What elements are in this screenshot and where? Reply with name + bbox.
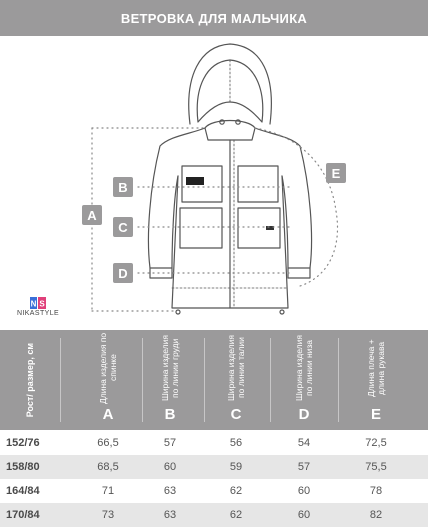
svg-text:N: N	[30, 299, 37, 309]
jacket-diagram	[0, 36, 428, 326]
table-row	[0, 455, 428, 479]
header-divider	[204, 338, 205, 422]
chest-label-patch	[186, 177, 204, 185]
cell-a: 66,5	[97, 437, 119, 449]
row-size: 152/76	[6, 437, 40, 449]
row-size: 164/84	[6, 485, 40, 497]
guide-sleeve	[255, 128, 338, 286]
marker-b	[113, 177, 133, 197]
header-col-b-letter: B	[164, 406, 176, 423]
header-col-d	[284, 330, 324, 406]
marker-a-label: A	[87, 208, 97, 223]
header-col-d-text: Ширина изделия по линии низа	[294, 335, 314, 401]
header-size-text: Рост/ размер, см	[25, 342, 35, 418]
left-lower-pocket	[180, 208, 222, 248]
cell-b: 60	[163, 461, 177, 473]
marker-d-label: D	[118, 266, 128, 281]
table-header	[0, 330, 428, 430]
cell-c: 59	[229, 461, 243, 473]
cell-d: 57	[297, 461, 311, 473]
cell-e: 75,5	[365, 461, 387, 473]
jacket-drawing	[0, 36, 428, 326]
header-col-c-text: Ширина изделия по линии талии	[226, 335, 246, 401]
size-table	[0, 330, 428, 527]
cell-c: 56	[229, 437, 243, 449]
header-col-e	[356, 330, 396, 406]
row-size: 170/84	[6, 509, 40, 521]
header-col-c	[216, 330, 256, 406]
cell-b: 57	[163, 437, 177, 449]
header-divider	[270, 338, 271, 422]
table-row	[0, 431, 428, 455]
right-cuff	[288, 268, 310, 278]
brand-logo	[14, 297, 62, 317]
page-title: ВЕТРОВКА ДЛЯ МАЛЬЧИКА	[0, 0, 428, 36]
cell-a: 68,5	[97, 461, 119, 473]
cell-e: 72,5	[365, 437, 387, 449]
cell-a: 71	[101, 485, 115, 497]
right-chest-pocket	[238, 166, 278, 202]
cell-d: 54	[297, 437, 311, 449]
marker-a	[82, 205, 102, 225]
brand-mark-icon	[30, 297, 46, 309]
header-col-a-letter: A	[102, 406, 114, 423]
cell-c: 62	[229, 485, 243, 497]
header-col-e-letter: E	[370, 406, 381, 423]
header-divider	[338, 338, 339, 422]
cell-d: 60	[297, 509, 311, 521]
header-col-b-text: Ширина изделия по линии груди	[160, 335, 180, 401]
marker-d	[113, 263, 133, 283]
cell-e: 78	[369, 485, 383, 497]
marker-c	[113, 217, 133, 237]
header-col-d-letter: D	[298, 406, 310, 423]
marker-b-label: B	[118, 180, 128, 195]
table-row	[0, 503, 428, 527]
header-col-c-letter: C	[230, 406, 242, 423]
header-divider	[60, 338, 61, 422]
header-divider	[142, 338, 143, 422]
cell-c: 62	[229, 509, 243, 521]
row-size: 158/80	[6, 461, 40, 473]
header-col-a	[88, 330, 128, 406]
cell-b: 63	[163, 509, 177, 521]
brand-name: NIKASTYLE	[16, 310, 60, 317]
table-row	[0, 479, 428, 503]
cell-d: 60	[297, 485, 311, 497]
cell-a: 73	[101, 509, 115, 521]
cell-b: 63	[163, 485, 177, 497]
svg-text:S: S	[39, 299, 45, 309]
header-col-a-text: Длина изделия по спинке	[98, 332, 118, 404]
marker-c-label: C	[118, 220, 128, 235]
header-size	[4, 330, 56, 430]
marker-e-label: E	[331, 166, 341, 181]
cell-e: 82	[369, 509, 383, 521]
header-col-e-text: Длина плеча + длина рукава	[366, 339, 386, 397]
header-col-b	[150, 330, 190, 406]
marker-e	[326, 163, 346, 183]
collar	[205, 121, 255, 141]
